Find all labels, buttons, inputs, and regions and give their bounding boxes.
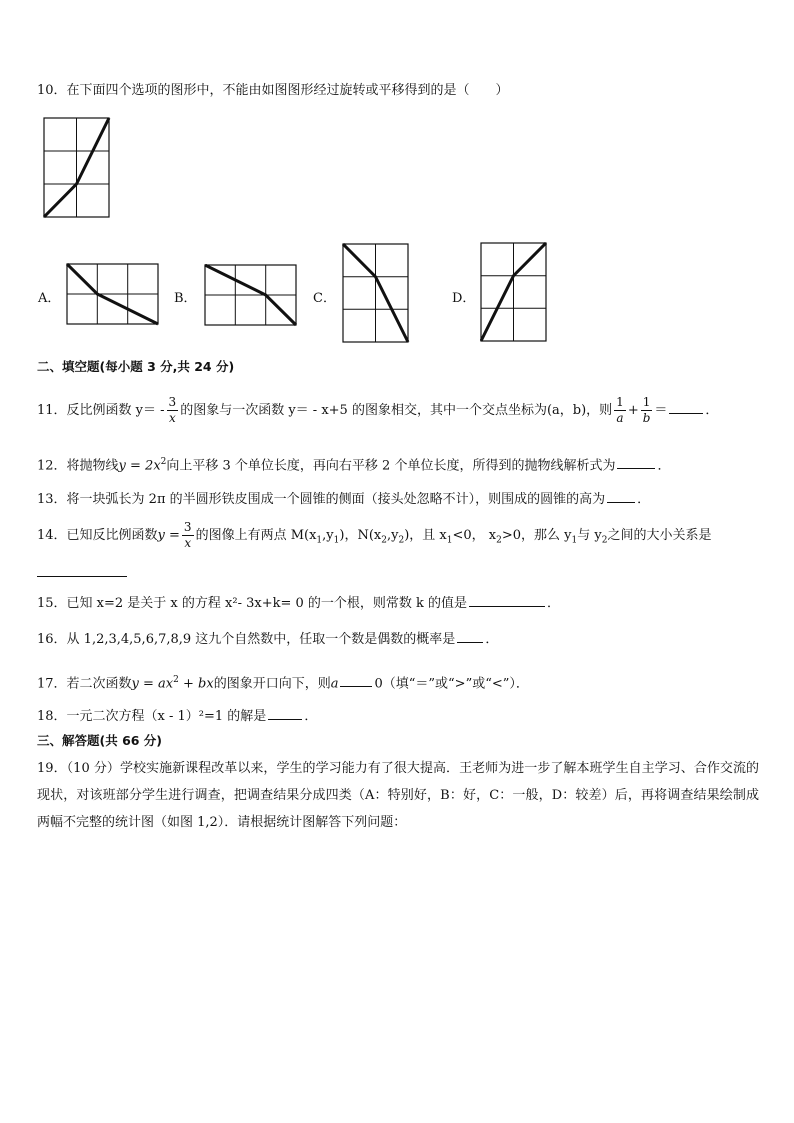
- q18-end: ．: [304, 709, 318, 724]
- q14-text-9: 与 y: [577, 528, 602, 543]
- q14-text-8: >0，那么 y: [501, 528, 572, 543]
- q11-answer-blank[interactable]: [669, 399, 703, 414]
- q17-expr2: + bx: [178, 676, 214, 692]
- q11-text-2: 的图象与一次函数 y＝ - x+5 的图象相交，其中一个交点坐标为(a，b)，则: [180, 403, 613, 418]
- q11-text-3: ＝: [654, 403, 668, 418]
- q15-end: ．: [547, 596, 561, 611]
- q18-answer-blank[interactable]: [268, 705, 302, 720]
- q14-frac-den: x: [184, 536, 192, 550]
- q17-expr: y = ax: [131, 676, 174, 692]
- q10-text: 10．在下面四个选项的图形中，不能由如图图形经过旋转或平移得到的是（ ）: [37, 83, 509, 98]
- q14-sub-1: 1: [316, 535, 323, 546]
- q18: [37, 705, 317, 727]
- q17-text-1: 17．若二次函数: [37, 676, 132, 692]
- q11-f1-den: a: [616, 411, 624, 425]
- q19-text: 19．（10 分）学校实施新课程改革以来，学生的学习能力有了很大提高．王老师为进一步了解本班学生自主学习、合作交流的现状，对该班部分学生进行调查，把调查结果分成四类（A：特别好，B：好，C：一般，D：较差）后，再将调查结果绘制成两幅不完整的统计图（如图 1,2）．请根据统计图解答下列问题：: [37, 761, 759, 830]
- q14-text-7: <0， x: [452, 528, 497, 543]
- q12-sup: 2: [160, 457, 167, 467]
- q16-answer-blank[interactable]: [457, 628, 483, 643]
- option-d-label: D．: [452, 291, 476, 306]
- q17-text-2: 的图象开口向下，则: [213, 676, 331, 692]
- q11-fraction-3-over-x: [167, 395, 179, 426]
- q11: [37, 395, 718, 426]
- q12: [37, 452, 670, 476]
- option-b-label: B．: [174, 291, 197, 306]
- option-c-label: C．: [313, 291, 336, 306]
- option-a-figure[interactable]: [66, 263, 160, 326]
- q12-expr: y = 2x: [118, 458, 161, 474]
- q14-y: y =: [157, 528, 180, 543]
- q11-end: ．: [705, 403, 719, 418]
- q14-text-3: ,y: [322, 528, 334, 543]
- q13-text-1: 13．将一块弧长为 2π 的半圆形铁皮围成一个圆锥的侧面（接头处忽略不计），则围成的圆锥的高为: [37, 492, 606, 507]
- q13: [37, 488, 650, 510]
- q10-main-figure: [43, 117, 111, 219]
- q11-f2-den: b: [642, 411, 651, 425]
- q16-end: ．: [485, 632, 499, 647]
- q14-fraction-3-over-x: [182, 520, 194, 551]
- q11-text-1: 11．反比例函数 y＝ -: [37, 403, 165, 418]
- q16-text-1: 16．从 1,2,3,4,5,6,7,8,9 这九个自然数中，任取一个数是偶数的概率是: [37, 632, 456, 647]
- q17: [37, 670, 529, 694]
- q15-answer-blank[interactable]: [469, 592, 545, 607]
- q17-a: a: [330, 676, 339, 692]
- q13-answer-blank[interactable]: [607, 488, 635, 503]
- q12-answer-blank[interactable]: [617, 454, 655, 469]
- q11-plus: +: [627, 403, 639, 418]
- q14-text-6: )，且 x: [404, 528, 447, 543]
- q11-fraction-1-over-b: [641, 395, 653, 426]
- option-c-figure[interactable]: [342, 243, 410, 344]
- q17-text-3: 0（填“＝”或“>”或“<”）．: [374, 676, 529, 692]
- q14-sub-4: 2: [398, 535, 405, 546]
- q16: [37, 628, 498, 650]
- q11-frac-num: 3: [168, 395, 177, 409]
- q14-sub-7: 1: [571, 535, 578, 546]
- q14-text-4: )，N(x: [339, 528, 382, 543]
- q14-text-1: 14．已知反比例函数: [37, 528, 158, 543]
- q12-text-1: 12．将抛物线: [37, 458, 119, 474]
- q14-frac-num: 3: [183, 520, 192, 534]
- option-b-figure[interactable]: [204, 264, 298, 327]
- q12-end: ．: [657, 458, 671, 474]
- q14-sub-2: 1: [333, 535, 340, 546]
- q14-text-5: ,y: [386, 528, 399, 543]
- q11-f2-num: 1: [641, 395, 653, 411]
- option-a-label: A．: [38, 291, 61, 306]
- q14-text-2: 的图像上有两点 M(x: [195, 528, 317, 543]
- q11-fraction-1-over-a: [614, 395, 626, 426]
- q14-text-10: 之间的大小关系是: [607, 528, 712, 543]
- q14-answer-line: [37, 562, 127, 584]
- option-d-figure[interactable]: [480, 242, 548, 343]
- q14-sub-3: 2: [381, 535, 387, 546]
- q11-frac-den: x: [168, 411, 176, 425]
- q14-answer-blank[interactable]: [37, 562, 127, 577]
- q17-sup: 2: [173, 675, 179, 685]
- q17-answer-blank[interactable]: [340, 672, 372, 687]
- section2-heading: 二、填空题(每小题 3 分,共 24 分): [37, 359, 235, 374]
- q15-text-1: 15．已知 x=2 是关于 x 的方程 x²- 3x+k= 0 的一个根，则常数 k 的值是: [37, 596, 468, 611]
- q11-f1-num: 1: [616, 395, 624, 409]
- q18-text-1: 18．一元二次方程（x - 1）²=1 的解是: [37, 709, 267, 724]
- q15: [37, 592, 560, 614]
- q14-sub-8: 2: [601, 535, 608, 546]
- q12-text-2: 向上平移 3 个单位长度，再向右平移 2 个单位长度，所得到的抛物线解析式为: [166, 458, 616, 474]
- q14: [37, 520, 711, 556]
- section3-heading: 三、解答题(共 66 分): [37, 733, 163, 748]
- q14-sub-6: 2: [496, 535, 502, 546]
- q14-sub-5: 1: [446, 535, 453, 546]
- q13-end: ．: [637, 492, 651, 507]
